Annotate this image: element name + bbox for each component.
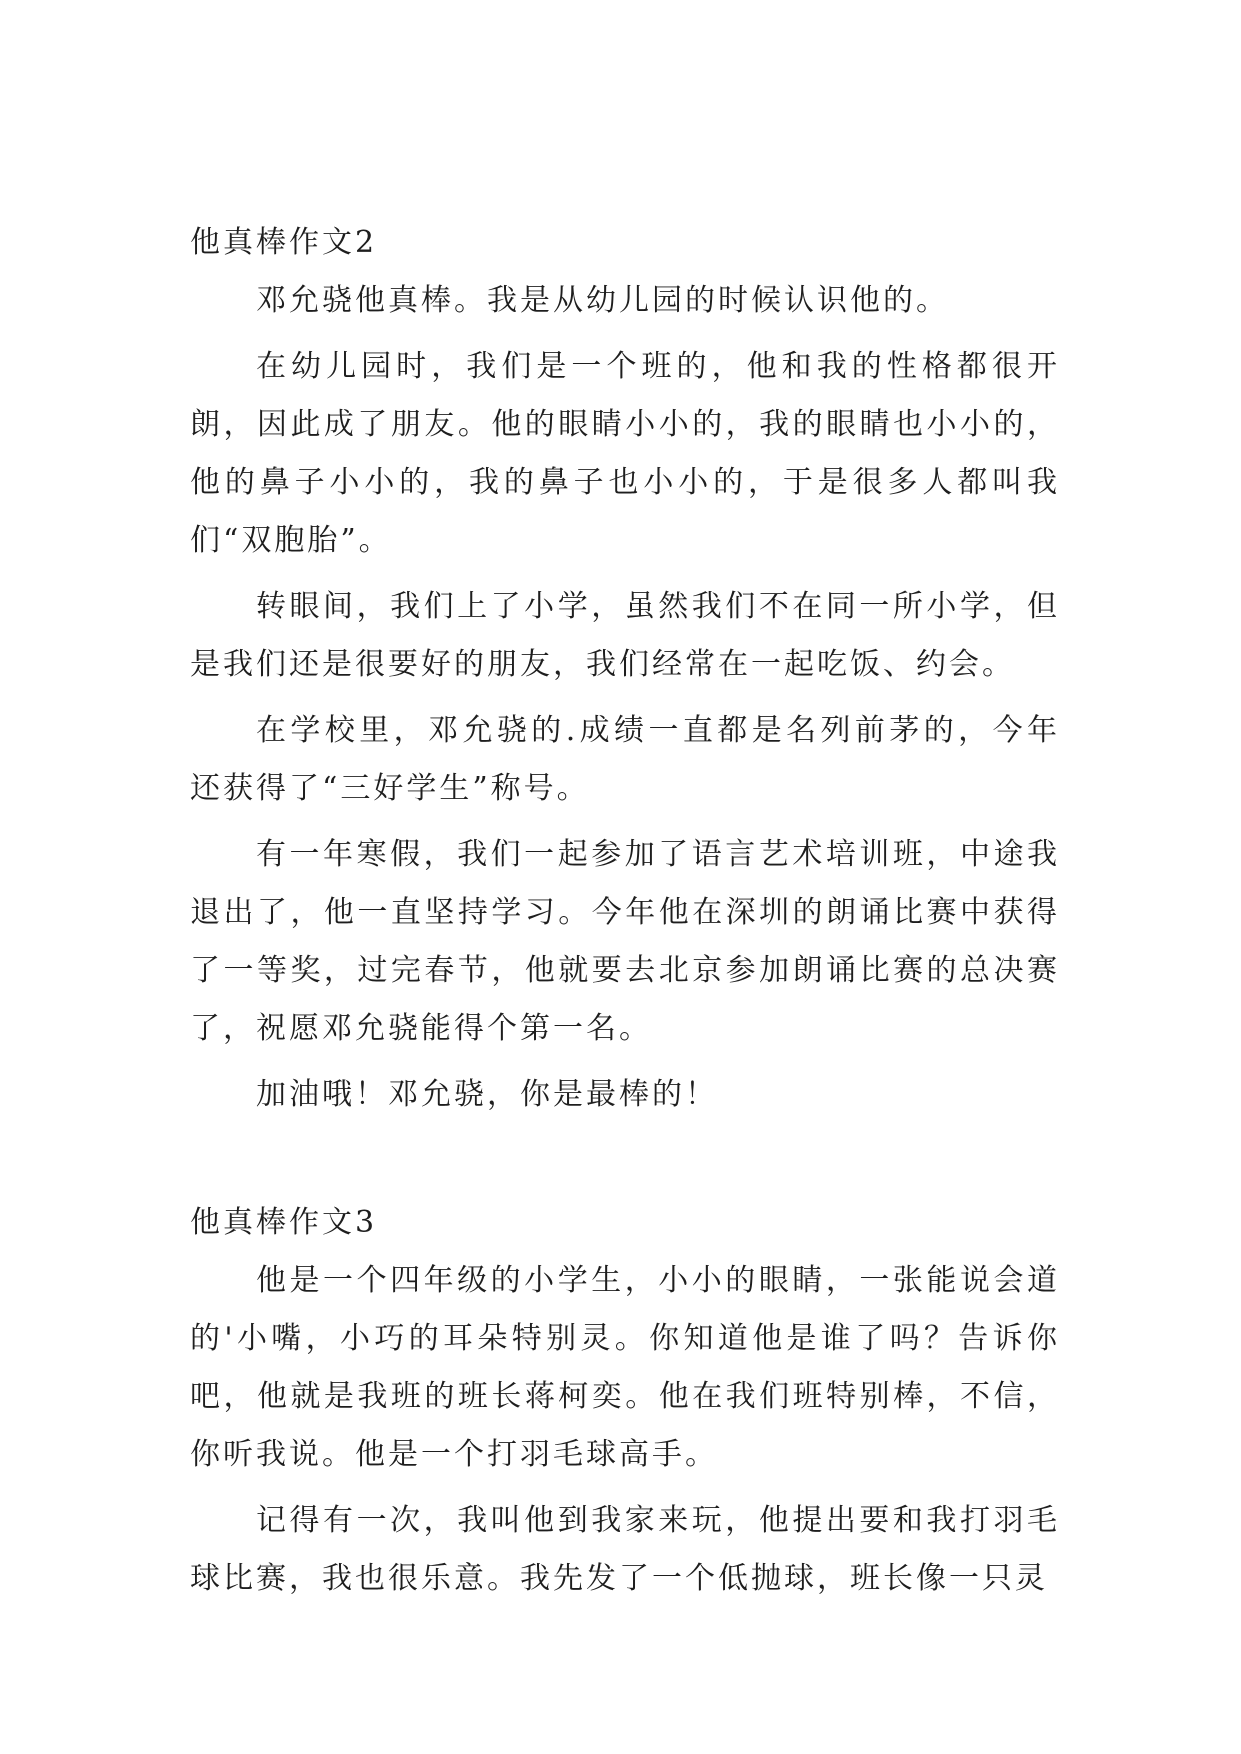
- essay-section-3: [190, 1194, 1060, 1608]
- paragraph: 转眼间，我们上了小学，虽然我们不在同一所小学，但是我们还是很要好的朋友，我们经常在一起吃饭、约会。: [190, 589, 1060, 682]
- paragraph: 邓允骁他真棒。我是从幼儿园的时候认识他的。: [256, 283, 949, 318]
- paragraph: 加油哦！邓允骁，你是最棒的！: [256, 1077, 718, 1112]
- section-title: 他真棒作文2: [190, 225, 378, 260]
- essay-section-2: [190, 214, 1060, 1124]
- paragraph: 他是一个四年级的小学生，小小的眼睛，一张能说会道的'小嘴，小巧的耳朵特别灵。你知道他是谁了吗？告诉你吧，他就是我班的班长蒋柯奕。他在我们班特别棒，不信，你听我说。他是一个打羽毛球高手。: [190, 1263, 1060, 1472]
- section-title: 他真棒作文3: [190, 1205, 378, 1240]
- paragraph: 在学校里，邓允骁的.成绩一直都是名列前茅的，今年还获得了“三好学生”称号。: [190, 713, 1060, 806]
- document-body: [190, 214, 1060, 1608]
- paragraph: 有一年寒假，我们一起参加了语言艺术培训班，中途我退出了，他一直坚持学习。今年他在深圳的朗诵比赛中获得了一等奖，过完春节，他就要去北京参加朗诵比赛的总决赛了，祝愿邓允骁能得个第一名。: [190, 837, 1060, 1046]
- paragraph: 记得有一次，我叫他到我家来玩，他提出要和我打羽毛球比赛，我也很乐意。我先发了一个低抛球，班长像一只灵: [190, 1503, 1060, 1596]
- paragraph: 在幼儿园时，我们是一个班的，他和我的性格都很开朗，因此成了朋友。他的眼睛小小的，我的眼睛也小小的，他的鼻子小小的，我的鼻子也小小的，于是很多人都叫我们“双胞胎”。: [190, 349, 1060, 558]
